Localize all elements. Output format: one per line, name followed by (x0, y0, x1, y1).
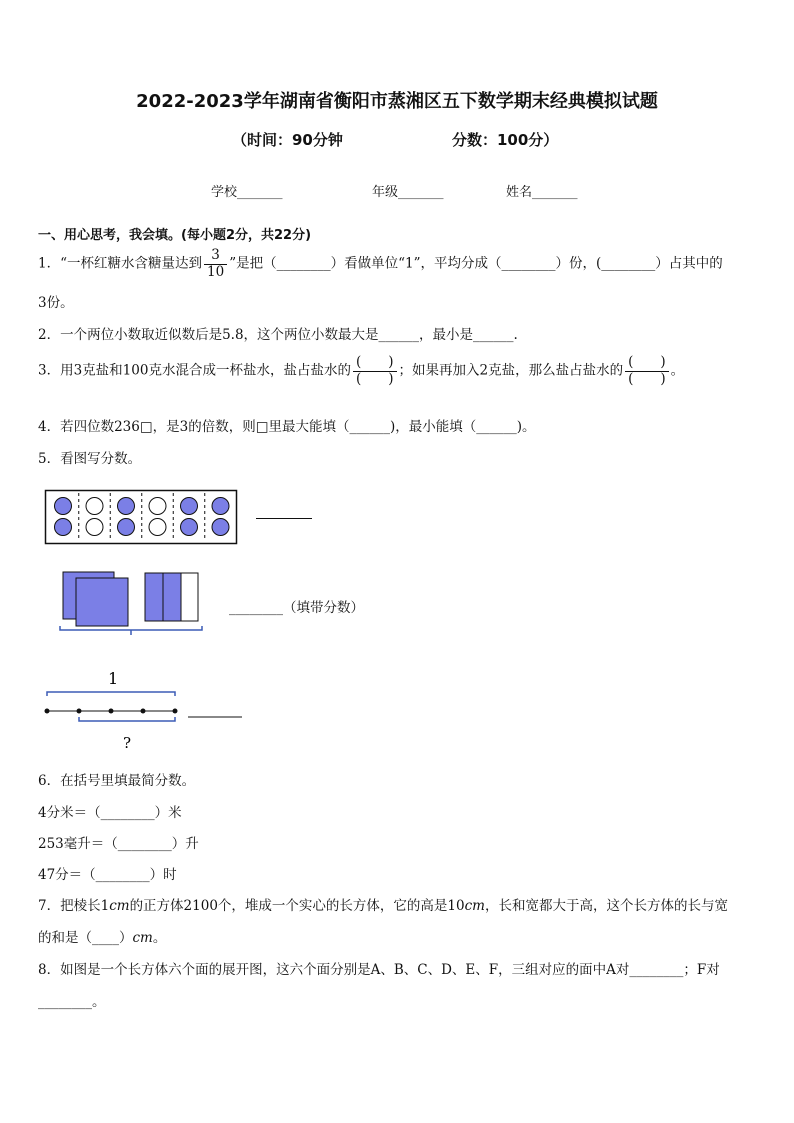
filled-circle (181, 498, 198, 515)
q1-pre: 1．“一杯红糖水含糖量达到 (38, 255, 202, 272)
filled-circle (212, 519, 229, 536)
question-2: 2．一个两位小数取近似数后是5.8，这个两位小数最大是______，最小是______. (38, 327, 518, 343)
strip-2 (163, 573, 181, 621)
q3-pre: 3．用3克盐和100克水混合成一杯盐水，盐占盐水的 (38, 362, 351, 379)
q1-frac-num: 3 (204, 248, 227, 265)
q1-fraction (204, 248, 227, 280)
fig3-label-1: 1 (108, 669, 119, 688)
strip-1 (145, 573, 163, 621)
name-field: 姓名_______ (506, 185, 578, 200)
q6-item-c: 47分＝（________）时 (38, 867, 177, 883)
q3-frac2-den: ( ) (628, 370, 666, 387)
empty-circle (149, 498, 166, 515)
question-1-line2: 3份。 (38, 295, 74, 311)
circles-figure (44, 489, 240, 547)
empty-circle (86, 498, 103, 515)
tick-dot (77, 709, 82, 714)
question-6: 6．在括号里填最简分数。 (38, 773, 196, 789)
filled-circle (212, 498, 229, 515)
q7-mid: 的正方体2100个，堆成一个实心的长方体，它的高是 (129, 898, 448, 914)
top-brace (47, 692, 175, 696)
question-1 (38, 248, 723, 280)
question-7-line2 (38, 926, 166, 946)
filled-circle (55, 498, 72, 515)
filled-circle (118, 519, 135, 536)
q7-v1: 1 (100, 898, 110, 914)
q3-frac1-den: ( ) (355, 370, 394, 387)
section-heading: 一、用心思考，我会填。(每小题2分，共22分) (38, 228, 312, 243)
fig1-answer-line (256, 518, 312, 519)
filled-circle (118, 498, 135, 515)
q1-frac-den: 10 (207, 263, 225, 280)
question-8: 8．如图是一个长方体六个面的展开图，这六个面分别是A、B、C、D、E、F，三组对应的面中A对________；F对 (38, 962, 720, 978)
q7-unit-2: cm (464, 898, 485, 914)
strip-3 (181, 573, 198, 621)
empty-circle (86, 519, 103, 536)
q6-item-b: 253毫升＝（________）升 (38, 836, 199, 852)
q3-fraction-2 (625, 355, 669, 387)
exam-score: 分数：100分） (452, 131, 559, 149)
page-title: 2022-2023学年湖南省衡阳市蒸湘区五下数学期末经典模拟试题 (136, 91, 658, 112)
bottom-brace (79, 717, 175, 721)
number-line-figure (40, 668, 245, 754)
question-7 (38, 894, 728, 914)
tick-dot (45, 709, 50, 714)
question-8-line2: ________。 (38, 994, 106, 1010)
question-3 (38, 355, 684, 387)
tick-dot (141, 709, 146, 714)
filled-circle (181, 519, 198, 536)
q3-end: 。 (670, 362, 685, 379)
brace (60, 626, 202, 635)
exam-time: （时间：90分钟 (232, 131, 343, 149)
q6-item-a: 4分米＝（________）米 (38, 805, 182, 821)
school-field: 学校_______ (211, 185, 283, 200)
empty-circle (149, 519, 166, 536)
q7-unit-1: cm (109, 898, 130, 914)
circles-frame (46, 491, 237, 544)
question-4: 4．若四位数236□，是3的倍数，则□里最大能填（______)，最小能填（______)。 (38, 419, 536, 435)
q7-line2-post: 。 (152, 930, 167, 946)
filled-circle (55, 519, 72, 536)
q7-pre: 7．把棱长 (38, 898, 101, 914)
q3-frac1-num: ( ) (353, 355, 397, 372)
q3-mid: ；如果再加入2克盐，那么盐占盐水的 (398, 362, 624, 379)
tick-dot (109, 709, 114, 714)
q1-post: ”是把（________）看做单位“1”，平均分成（________）份，(________）占其中的 (229, 255, 723, 272)
q3-frac2-num: ( ) (625, 355, 669, 372)
q7-v2: 10 (447, 898, 465, 914)
q3-fraction-1 (353, 355, 397, 387)
q7-post: ，长和宽都大于高，这个长方体的长与宽 (484, 898, 728, 914)
fig3-label-q: ? (123, 734, 132, 752)
fig2-answer: ________（填带分数） (229, 600, 364, 616)
q7-unit-3: cm (132, 930, 153, 946)
grade-field: 年级_______ (372, 185, 444, 200)
square-front (76, 578, 128, 626)
circles-group (55, 493, 230, 541)
question-5: 5．看图写分数。 (38, 451, 142, 467)
q7-line2-pre: 的和是（____） (38, 930, 133, 946)
tick-dot (173, 709, 178, 714)
squares-figure (56, 568, 206, 642)
